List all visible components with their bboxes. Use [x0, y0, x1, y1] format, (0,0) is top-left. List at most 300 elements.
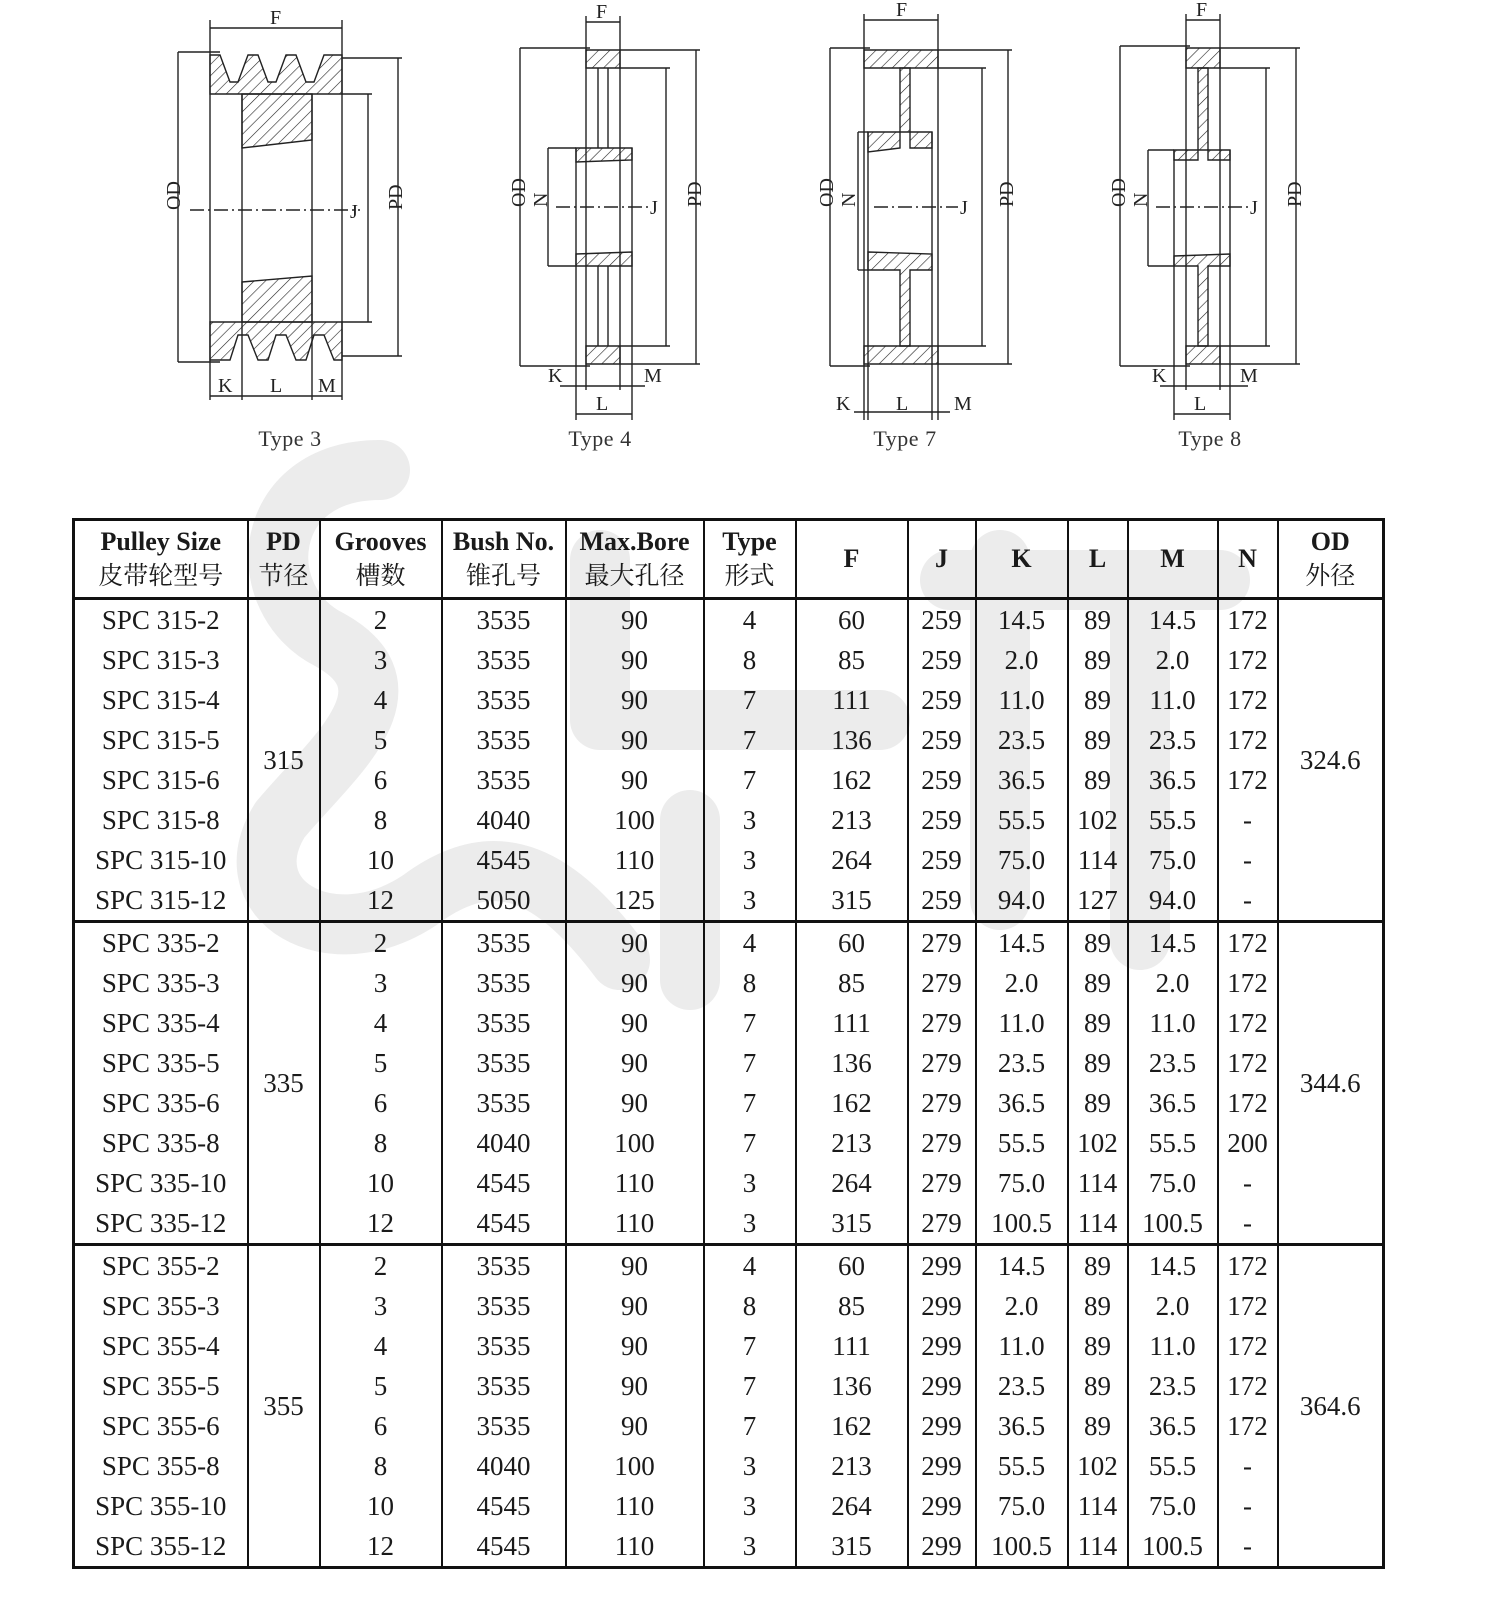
cell-j: 299 — [908, 1486, 976, 1526]
cell-grooves: 8 — [320, 1123, 442, 1163]
cell-m: 55.5 — [1128, 1446, 1218, 1486]
cell-j: 279 — [908, 1203, 976, 1245]
cell-pulley-size: SPC 315-10 — [74, 840, 248, 880]
diagram-type8 — [1100, 0, 1320, 470]
cell-type: 3 — [704, 1526, 796, 1568]
cell-pulley-size: SPC 335-12 — [74, 1203, 248, 1245]
column-header-n — [1218, 520, 1278, 599]
cell-m: 11.0 — [1128, 1003, 1218, 1043]
dim-label-K: K — [1152, 365, 1167, 387]
cell-k: 2.0 — [976, 1286, 1068, 1326]
cell-bush-no: 3535 — [442, 1043, 566, 1083]
cell-grooves: 3 — [320, 963, 442, 1003]
type4-drawing — [490, 0, 710, 440]
cell-bush-no: 4545 — [442, 1203, 566, 1245]
cell-m: 36.5 — [1128, 1406, 1218, 1446]
cell-pulley-size: SPC 355-8 — [74, 1446, 248, 1486]
cell-grooves: 3 — [320, 1286, 442, 1326]
cell-j: 259 — [908, 840, 976, 880]
cell-n: - — [1218, 840, 1278, 880]
cell-grooves: 2 — [320, 599, 442, 641]
cell-j: 259 — [908, 680, 976, 720]
cell-f: 136 — [796, 1043, 908, 1083]
cell-k: 2.0 — [976, 640, 1068, 680]
cell-type: 3 — [704, 800, 796, 840]
cell-grooves: 5 — [320, 1366, 442, 1406]
cell-pulley-size: SPC 315-8 — [74, 800, 248, 840]
cell-f: 315 — [796, 1526, 908, 1568]
cell-m: 11.0 — [1128, 680, 1218, 720]
cell-max-bore: 90 — [566, 922, 704, 964]
cell-j: 259 — [908, 640, 976, 680]
diagram-type4 — [490, 0, 710, 470]
cell-n: - — [1218, 1486, 1278, 1526]
cell-m: 14.5 — [1128, 922, 1218, 964]
cell-l: 114 — [1068, 840, 1128, 880]
column-header-od — [1278, 520, 1384, 599]
cell-max-bore: 90 — [566, 1003, 704, 1043]
dim-label-M: M — [954, 393, 972, 415]
cell-pulley-size: SPC 355-6 — [74, 1406, 248, 1446]
cell-pulley-size: SPC 355-3 — [74, 1286, 248, 1326]
cell-n: 172 — [1218, 1366, 1278, 1406]
cell-bush-no: 4040 — [442, 1446, 566, 1486]
cell-type: 7 — [704, 760, 796, 800]
cell-k: 100.5 — [976, 1203, 1068, 1245]
cell-m: 55.5 — [1128, 1123, 1218, 1163]
cell-grooves: 2 — [320, 1245, 442, 1287]
cell-n: 172 — [1218, 922, 1278, 964]
cell-bush-no: 4545 — [442, 1163, 566, 1203]
cell-m: 36.5 — [1128, 760, 1218, 800]
cell-k: 14.5 — [976, 1245, 1068, 1287]
cell-pulley-size: SPC 315-12 — [74, 880, 248, 922]
cell-max-bore: 90 — [566, 599, 704, 641]
cell-k: 36.5 — [976, 1406, 1068, 1446]
cell-m: 14.5 — [1128, 1245, 1218, 1287]
column-header-en: M — [1160, 544, 1185, 573]
cell-l: 89 — [1068, 720, 1128, 760]
column-header-grooves — [320, 520, 442, 599]
cell-n: 172 — [1218, 1406, 1278, 1446]
cell-grooves: 10 — [320, 1163, 442, 1203]
cell-k: 11.0 — [976, 1003, 1068, 1043]
cell-k: 55.5 — [976, 1446, 1068, 1486]
cell-m: 23.5 — [1128, 1366, 1218, 1406]
cell-n: 172 — [1218, 720, 1278, 760]
dim-label-K: K — [218, 375, 233, 397]
cell-l: 89 — [1068, 1366, 1128, 1406]
cell-n: - — [1218, 800, 1278, 840]
cell-max-bore: 90 — [566, 1043, 704, 1083]
cell-type: 7 — [704, 1123, 796, 1163]
cell-type: 7 — [704, 1326, 796, 1366]
cell-pulley-size: SPC 335-4 — [74, 1003, 248, 1043]
cell-j: 279 — [908, 1003, 976, 1043]
cell-j: 279 — [908, 1043, 976, 1083]
cell-j: 299 — [908, 1286, 976, 1326]
dim-label-J: J — [650, 197, 658, 219]
cell-k: 94.0 — [976, 880, 1068, 922]
cell-pulley-size: SPC 315-5 — [74, 720, 248, 760]
cell-k: 23.5 — [976, 1366, 1068, 1406]
cell-bush-no: 4545 — [442, 840, 566, 880]
cell-pulley-size: SPC 315-4 — [74, 680, 248, 720]
cell-k: 75.0 — [976, 840, 1068, 880]
cell-type: 3 — [704, 1446, 796, 1486]
cell-k: 14.5 — [976, 922, 1068, 964]
cell-n: - — [1218, 1163, 1278, 1203]
cell-bush-no: 5050 — [442, 880, 566, 922]
cell-pulley-size: SPC 315-3 — [74, 640, 248, 680]
cell-pulley-size: SPC 335-10 — [74, 1163, 248, 1203]
cell-type: 7 — [704, 720, 796, 760]
column-header-f — [796, 520, 908, 599]
cell-j: 299 — [908, 1406, 976, 1446]
cell-od: 364.6 — [1278, 1245, 1384, 1568]
column-header-cn: 锥孔号 — [465, 561, 541, 590]
cell-n: - — [1218, 880, 1278, 922]
cell-bush-no: 4040 — [442, 800, 566, 840]
cell-n: 172 — [1218, 1003, 1278, 1043]
cell-l: 102 — [1068, 800, 1128, 840]
cell-f: 60 — [796, 1245, 908, 1287]
spec-table-wrapper — [72, 518, 1385, 1569]
cell-f: 264 — [796, 1486, 908, 1526]
column-header-cn: 皮带轮型号 — [98, 561, 224, 590]
cell-max-bore: 110 — [566, 1486, 704, 1526]
cell-f: 111 — [796, 1003, 908, 1043]
cell-n: 172 — [1218, 1245, 1278, 1287]
cell-grooves: 12 — [320, 1526, 442, 1568]
column-header-en: Max.Bore — [579, 527, 690, 556]
cell-f: 85 — [796, 640, 908, 680]
cell-grooves: 12 — [320, 880, 442, 922]
column-header-en: Pulley Size — [100, 527, 222, 556]
dim-label-F: F — [1196, 0, 1208, 21]
dim-label-F: F — [270, 7, 282, 29]
cell-m: 75.0 — [1128, 840, 1218, 880]
cell-type: 4 — [704, 922, 796, 964]
cell-m: 11.0 — [1128, 1326, 1218, 1366]
cell-type: 7 — [704, 1083, 796, 1123]
cell-f: 111 — [796, 1326, 908, 1366]
pulley-diagrams — [0, 0, 1486, 480]
cell-k: 75.0 — [976, 1486, 1068, 1526]
cell-j: 259 — [908, 599, 976, 641]
dim-label-PD: PD — [1284, 181, 1306, 207]
dim-label-F: F — [896, 0, 908, 21]
cell-grooves: 5 — [320, 720, 442, 760]
cell-n: - — [1218, 1446, 1278, 1486]
cell-f: 315 — [796, 1203, 908, 1245]
cell-bush-no: 3535 — [442, 1326, 566, 1366]
dim-label-M: M — [644, 365, 662, 387]
column-header-en: F — [843, 544, 860, 573]
table-body — [74, 599, 1384, 1568]
dim-label-OD: OD — [163, 181, 185, 210]
dim-label-L: L — [1194, 393, 1207, 415]
dim-label-N: N — [530, 192, 552, 207]
column-header-m — [1128, 520, 1218, 599]
cell-m: 55.5 — [1128, 800, 1218, 840]
cell-grooves: 6 — [320, 1083, 442, 1123]
cell-l: 89 — [1068, 1245, 1128, 1287]
cell-bush-no: 3535 — [442, 1245, 566, 1287]
cell-bush-no: 3535 — [442, 640, 566, 680]
cell-pulley-size: SPC 355-10 — [74, 1486, 248, 1526]
cell-bush-no: 3535 — [442, 963, 566, 1003]
cell-bush-no: 3535 — [442, 1366, 566, 1406]
cell-l: 89 — [1068, 1326, 1128, 1366]
diagram-caption: Type 4 — [568, 426, 632, 451]
table-row — [74, 599, 1384, 641]
cell-l: 89 — [1068, 1406, 1128, 1446]
cell-k: 11.0 — [976, 1326, 1068, 1366]
cell-pd: 355 — [248, 1245, 320, 1568]
cell-grooves: 4 — [320, 1326, 442, 1366]
column-header-cn: 节径 — [258, 561, 309, 590]
cell-bush-no: 3535 — [442, 1406, 566, 1446]
cell-grooves: 8 — [320, 1446, 442, 1486]
column-header-l — [1068, 520, 1128, 599]
dim-label-M: M — [318, 375, 336, 397]
cell-grooves: 10 — [320, 840, 442, 880]
cell-type: 7 — [704, 1366, 796, 1406]
cell-bush-no: 3535 — [442, 680, 566, 720]
cell-pulley-size: SPC 335-2 — [74, 922, 248, 964]
cell-n: - — [1218, 1526, 1278, 1568]
cell-max-bore: 90 — [566, 1286, 704, 1326]
cell-n: 172 — [1218, 760, 1278, 800]
table-row — [74, 1245, 1384, 1287]
cell-k: 11.0 — [976, 680, 1068, 720]
cell-m: 23.5 — [1128, 1043, 1218, 1083]
type8-drawing — [1100, 0, 1320, 440]
cell-f: 162 — [796, 1083, 908, 1123]
cell-f: 60 — [796, 922, 908, 964]
cell-l: 114 — [1068, 1163, 1128, 1203]
cell-bush-no: 3535 — [442, 922, 566, 964]
cell-type: 7 — [704, 1043, 796, 1083]
cell-bush-no: 3535 — [442, 1286, 566, 1326]
column-header-en: J — [935, 544, 948, 573]
cell-j: 279 — [908, 922, 976, 964]
cell-max-bore: 100 — [566, 1123, 704, 1163]
diagram-type7 — [790, 0, 1020, 470]
cell-n: 172 — [1218, 1286, 1278, 1326]
cell-type: 8 — [704, 963, 796, 1003]
cell-m: 100.5 — [1128, 1526, 1218, 1568]
cell-type: 3 — [704, 1163, 796, 1203]
dim-label-L: L — [896, 393, 909, 415]
cell-j: 299 — [908, 1366, 976, 1406]
cell-n: 200 — [1218, 1123, 1278, 1163]
cell-n: 172 — [1218, 1043, 1278, 1083]
cell-type: 3 — [704, 880, 796, 922]
cell-l: 114 — [1068, 1526, 1128, 1568]
cell-bush-no: 4545 — [442, 1526, 566, 1568]
cell-max-bore: 100 — [566, 800, 704, 840]
cell-k: 55.5 — [976, 800, 1068, 840]
cell-n: 172 — [1218, 680, 1278, 720]
cell-type: 7 — [704, 1406, 796, 1446]
dim-label-PD: PD — [996, 181, 1018, 207]
dim-label-PD: PD — [385, 184, 407, 210]
cell-f: 315 — [796, 880, 908, 922]
column-header-cn: 形式 — [724, 561, 775, 590]
cell-pulley-size: SPC 355-12 — [74, 1526, 248, 1568]
dim-label-N: N — [838, 192, 860, 207]
cell-max-bore: 90 — [566, 680, 704, 720]
cell-k: 75.0 — [976, 1163, 1068, 1203]
type3-drawing — [150, 0, 430, 440]
cell-n: 172 — [1218, 1083, 1278, 1123]
cell-l: 127 — [1068, 880, 1128, 922]
cell-l: 89 — [1068, 599, 1128, 641]
cell-j: 279 — [908, 1083, 976, 1123]
cell-l: 102 — [1068, 1123, 1128, 1163]
cell-bush-no: 3535 — [442, 760, 566, 800]
cell-max-bore: 90 — [566, 760, 704, 800]
cell-l: 89 — [1068, 640, 1128, 680]
column-header-cn: 外径 — [1305, 561, 1356, 590]
dim-label-J: J — [960, 197, 968, 219]
cell-k: 55.5 — [976, 1123, 1068, 1163]
cell-max-bore: 90 — [566, 1366, 704, 1406]
cell-pulley-size: SPC 335-8 — [74, 1123, 248, 1163]
cell-pd: 315 — [248, 599, 320, 922]
column-header-max-bore — [566, 520, 704, 599]
cell-grooves: 4 — [320, 680, 442, 720]
cell-j: 259 — [908, 800, 976, 840]
column-header-en: Bush No. — [452, 527, 555, 556]
cell-grooves: 6 — [320, 1406, 442, 1446]
cell-max-bore: 90 — [566, 1245, 704, 1287]
cell-f: 264 — [796, 840, 908, 880]
column-header-en: Grooves — [334, 527, 427, 556]
column-header-en: Type — [722, 527, 777, 556]
cell-grooves: 12 — [320, 1203, 442, 1245]
dim-label-PD: PD — [684, 181, 706, 207]
cell-m: 14.5 — [1128, 599, 1218, 641]
cell-j: 299 — [908, 1446, 976, 1486]
column-header-en: PD — [266, 527, 301, 556]
cell-grooves: 8 — [320, 800, 442, 840]
cell-n: 172 — [1218, 599, 1278, 641]
dim-label-K: K — [548, 365, 563, 387]
cell-l: 89 — [1068, 963, 1128, 1003]
cell-f: 111 — [796, 680, 908, 720]
column-header-en: N — [1238, 544, 1257, 573]
cell-m: 94.0 — [1128, 880, 1218, 922]
cell-l: 89 — [1068, 1003, 1128, 1043]
dim-label-L: L — [596, 393, 609, 415]
dim-label-F: F — [596, 1, 608, 23]
cell-max-bore: 90 — [566, 720, 704, 760]
cell-n: 172 — [1218, 640, 1278, 680]
cell-n: - — [1218, 1203, 1278, 1245]
cell-f: 60 — [796, 599, 908, 641]
cell-l: 89 — [1068, 1083, 1128, 1123]
cell-max-bore: 90 — [566, 1406, 704, 1446]
dim-label-OD: OD — [1108, 178, 1130, 207]
cell-f: 213 — [796, 1123, 908, 1163]
cell-l: 114 — [1068, 1486, 1128, 1526]
cell-pulley-size: SPC 335-6 — [74, 1083, 248, 1123]
dim-label-J: J — [350, 201, 358, 223]
cell-j: 259 — [908, 760, 976, 800]
cell-m: 2.0 — [1128, 1286, 1218, 1326]
diagram-type3 — [150, 0, 430, 470]
cell-type: 7 — [704, 1003, 796, 1043]
cell-type: 4 — [704, 599, 796, 641]
cell-l: 89 — [1068, 1043, 1128, 1083]
cell-max-bore: 125 — [566, 880, 704, 922]
cell-bush-no: 4040 — [442, 1123, 566, 1163]
cell-bush-no: 3535 — [442, 1083, 566, 1123]
dim-label-L: L — [270, 375, 283, 397]
cell-j: 279 — [908, 1123, 976, 1163]
cell-pulley-size: SPC 315-2 — [74, 599, 248, 641]
cell-type: 3 — [704, 1203, 796, 1245]
cell-type: 8 — [704, 1286, 796, 1326]
cell-f: 264 — [796, 1163, 908, 1203]
cell-l: 89 — [1068, 680, 1128, 720]
cell-type: 4 — [704, 1245, 796, 1287]
cell-pd: 335 — [248, 922, 320, 1245]
cell-j: 279 — [908, 1163, 976, 1203]
cell-j: 259 — [908, 880, 976, 922]
cell-max-bore: 110 — [566, 1203, 704, 1245]
cell-j: 279 — [908, 963, 976, 1003]
cell-k: 2.0 — [976, 963, 1068, 1003]
cell-max-bore: 90 — [566, 963, 704, 1003]
column-header-pd — [248, 520, 320, 599]
diagram-caption: Type 7 — [873, 426, 937, 451]
cell-j: 299 — [908, 1326, 976, 1366]
cell-j: 259 — [908, 720, 976, 760]
cell-pulley-size: SPC 355-5 — [74, 1366, 248, 1406]
cell-l: 89 — [1068, 760, 1128, 800]
cell-k: 100.5 — [976, 1526, 1068, 1568]
dim-label-OD: OD — [508, 178, 530, 207]
cell-l: 114 — [1068, 1203, 1128, 1245]
cell-max-bore: 110 — [566, 1526, 704, 1568]
column-header-k — [976, 520, 1068, 599]
cell-m: 2.0 — [1128, 640, 1218, 680]
pulley-spec-table — [72, 518, 1385, 1569]
cell-l: 89 — [1068, 922, 1128, 964]
cell-j: 299 — [908, 1526, 976, 1568]
cell-f: 162 — [796, 1406, 908, 1446]
cell-grooves: 6 — [320, 760, 442, 800]
cell-type: 3 — [704, 1486, 796, 1526]
cell-grooves: 3 — [320, 640, 442, 680]
cell-pulley-size: SPC 315-6 — [74, 760, 248, 800]
dim-label-M: M — [1240, 365, 1258, 387]
cell-grooves: 2 — [320, 922, 442, 964]
cell-f: 136 — [796, 1366, 908, 1406]
cell-grooves: 4 — [320, 1003, 442, 1043]
column-header-type — [704, 520, 796, 599]
dim-label-K: K — [836, 393, 851, 415]
cell-n: 172 — [1218, 963, 1278, 1003]
cell-pulley-size: SPC 355-4 — [74, 1326, 248, 1366]
cell-type: 8 — [704, 640, 796, 680]
cell-j: 299 — [908, 1245, 976, 1287]
cell-max-bore: 100 — [566, 1446, 704, 1486]
